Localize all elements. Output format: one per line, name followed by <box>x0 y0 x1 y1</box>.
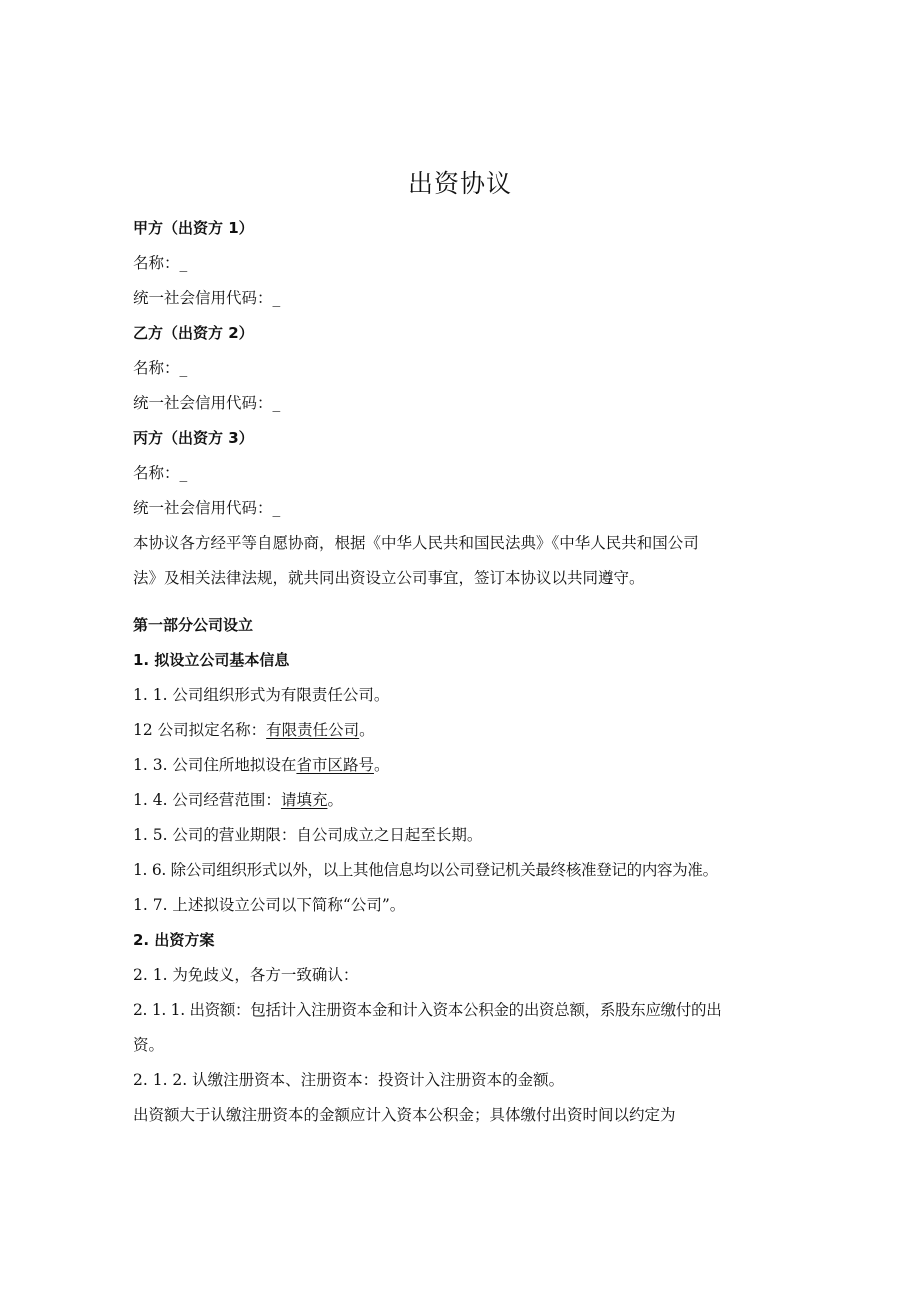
part1-heading: 第一部分公司设立 <box>133 616 254 634</box>
item-1-3-prefix: 1. 3. 公司住所地拟设在 <box>133 756 297 774</box>
item-2-1-2: 2. 1. 2. 认缴注册资本、注册资本：投资计入注册资本的金额。 <box>133 1071 565 1089</box>
party-a-heading: 甲方（出资方 1） <box>133 219 254 237</box>
item-2-1-1-line-1: 2. 1. 1. 出资额：包括计入注册资本金和计入资本公积金的出资总额，系股东应缴付的出 <box>133 1001 722 1019</box>
party-b-name: 名称：_ <box>133 359 188 377</box>
closing-paragraph: 出资额大于认缴注册资本的金额应计入资本公积金；具体缴付出资时间以约定为 <box>133 1106 676 1124</box>
item-1-4-prefix: 1. 4. 公司经营范围： <box>133 791 281 809</box>
item-2-1-1-line-2: 资。 <box>133 1036 165 1054</box>
party-b-heading: 乙方（出资方 2） <box>133 324 254 342</box>
item-1-3 <box>133 748 793 783</box>
item-1-4-suffix: 。 <box>327 791 343 809</box>
company-name-field: 有限责任公司 <box>266 721 360 739</box>
item-1-2-suffix: 。 <box>359 721 375 739</box>
party-b-credit-code: 统一社会信用代码：_ <box>133 394 281 412</box>
section2-heading: 2. 出资方案 <box>133 931 215 949</box>
item-1-6: 1. 6. 除公司组织形式以外，以上其他信息均以公司登记机关最终核准登记的内容为准。 <box>133 861 718 879</box>
section1-heading: 1. 拟设立公司基本信息 <box>133 651 290 669</box>
item-1-3-suffix: 。 <box>373 756 390 774</box>
item-2-1: 2. 1. 为免歧义，各方一致确认： <box>133 966 359 984</box>
party-a-credit-code: 统一社会信用代码：_ <box>133 289 281 307</box>
item-1-7: 1. 7. 上述拟设立公司以下简称“公司”。 <box>133 896 406 914</box>
spacer <box>133 596 793 608</box>
item-1-2-prefix: 12 公司拟定名称： <box>133 721 267 739</box>
item-1-2 <box>133 713 793 748</box>
party-c-heading: 丙方（出资方 3） <box>133 429 254 447</box>
document-title: 出资协议 <box>407 169 512 198</box>
party-c-credit-code: 统一社会信用代码：_ <box>133 499 281 517</box>
item-1-1: 1. 1. 公司组织形式为有限责任公司。 <box>133 686 390 704</box>
business-scope-field: 请填充 <box>280 791 328 809</box>
address-field: 省市区路号 <box>296 756 374 774</box>
item-1-4 <box>133 783 793 818</box>
preamble-line-2: 法》及相关法律法规，就共同出资设立公司事宜，签订本协议以共同遵守。 <box>133 569 645 587</box>
document-body <box>133 211 793 1133</box>
preamble-line-1: 本协议各方经平等自愿协商，根据《中华人民共和国民法典》《中华人民共和国公司 <box>133 534 699 552</box>
party-a-name: 名称：_ <box>133 254 188 272</box>
item-1-5: 1. 5. 公司的营业期限：自公司成立之日起至长期。 <box>133 826 483 844</box>
party-c-name: 名称：_ <box>133 464 188 482</box>
